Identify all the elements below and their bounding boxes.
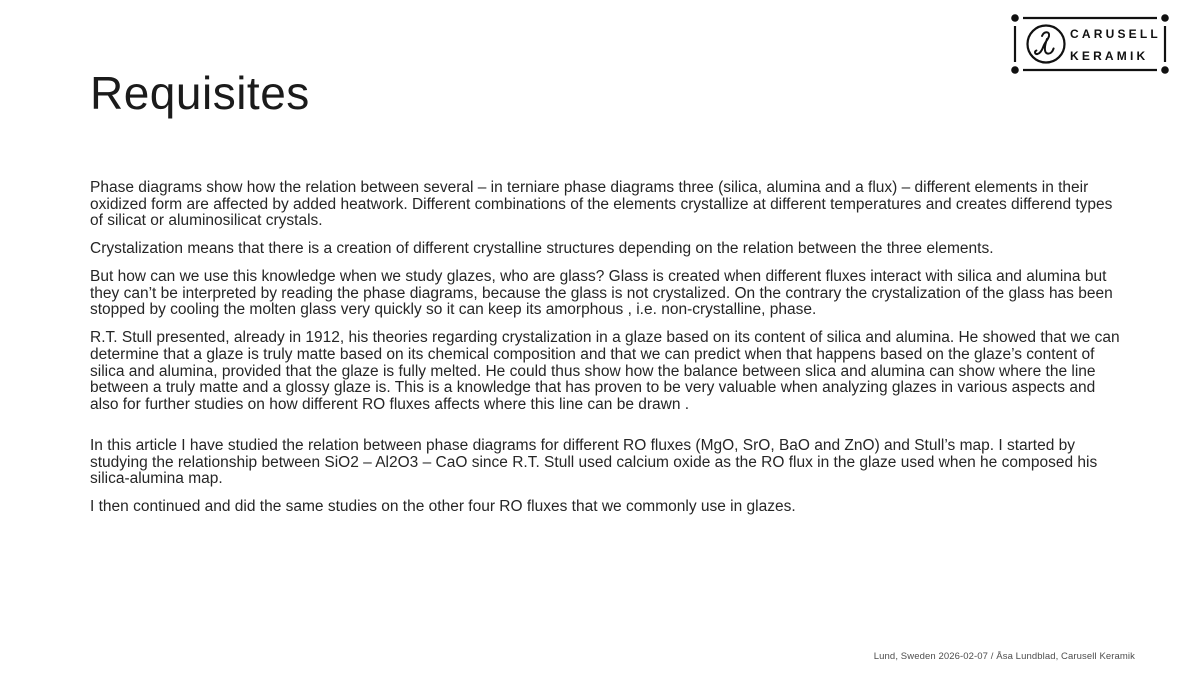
footer-credit: Lund, Sweden 2026-02-07 / Åsa Lundblad, Carusell Keramik [873,651,1135,662]
logo-text-keramik: KERAMIK [1070,49,1149,63]
paragraph-continued-studies: I then continued and did the same studies on the other four RO fluxes that we commonly use in glazes. [90,498,796,516]
paragraph-crystalization: Crystalization means that there is a creation of different crystalline structures depending on the relation between the three elements. [90,240,994,258]
page-title: Requisites [90,67,310,119]
pottery-mark-icon [1035,32,1054,54]
carusell-keramik-logo [1008,11,1172,77]
body-text [90,180,1120,527]
logo-text-carusell: CARUSELL [1070,27,1161,41]
logo-frame-and-pottery-mark-icon [1008,11,1172,77]
paragraph-phase-diagrams: Phase diagrams show how the relation between several – in terniare phase diagrams three (silica, alumina and a flux) – different elements in their oxidized form are affected by added heatwork. Different combinations of the elements crystallize at different temperatures and creates differend types of silicat or aluminosilicat crystals. [90,179,1113,230]
paragraph-article-study: In this article I have studied the relation between phase diagrams for different RO fluxes (MgO, SrO, BaO and ZnO) and Stull’s map. I started by studying the relationship between SiO2 – Al2O3 – CaO since R.T. Stull used calcium oxide as the RO flux in the glaze used when he composed his silica-alumina map. [90,436,1098,488]
paragraph-rt-stull: R.T. Stull presented, already in 1912, his theories regarding crystalization in a glaze based on its content of silica and alumina. He showed that we can determine that a glaze is truly matte based on its chemical composition and that we can predict when that happens based on the glaze’s content of silica and alumina, provided that the glaze is fully melted. He could thus show how the balance between slica and alumina can show where the line between a truly matte and a glossy glaze is. This is a knowledge that has proven to be very valuable when analyzing glazes in various aspects and also for further studies on how different RO fluxes affects where this line can be drawn . [90,329,1120,414]
paragraph-glazes-glass: But how can we use this knowledge when we study glazes, who are glass? Glass is created when different fluxes interact with silica and alumina but they can’t be interpreted by reading the phase diagrams, because the glass is not crystalized. On the contrary the crystalization of the glass has been stopped by cooling the molten glass very quickly so it can keep its amorphous , i.e. non-crystalline, phase. [90,267,1113,319]
